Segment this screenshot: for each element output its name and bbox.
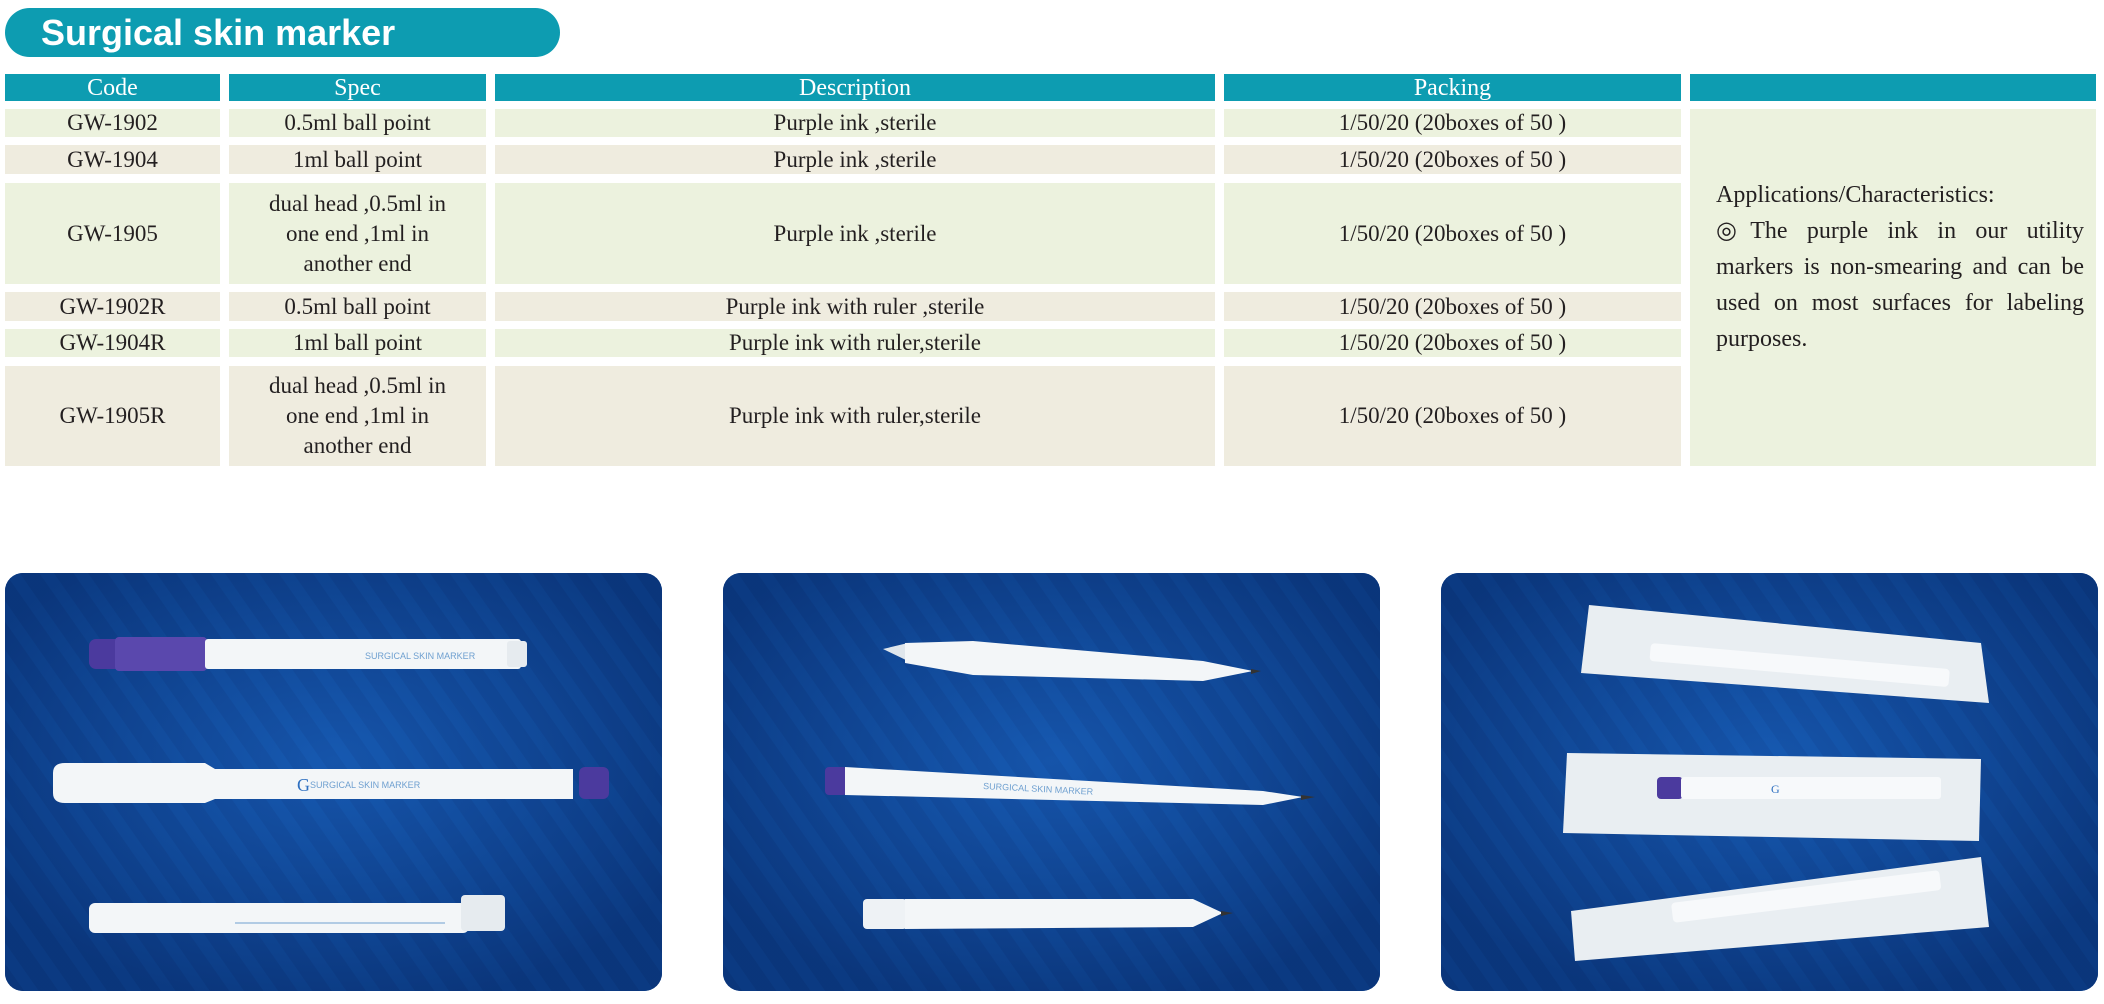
cell-packing: 1/50/20 (20boxes of 50 ) [1224,329,1681,357]
cell-code: GW-1902R [5,292,220,321]
product-photo-2 [723,573,1380,991]
cell-spec: 0.5ml ball point [229,292,486,321]
product-photo-1 [5,573,662,991]
col-header-spec: Spec [229,74,486,101]
cell-packing: 1/50/20 (20boxes of 50 ) [1224,366,1681,466]
svg-text:SURGICAL SKIN MARKER: SURGICAL SKIN MARKER [365,651,476,661]
svg-text:SURGICAL SKIN MARKER: SURGICAL SKIN MARKER [982,781,1094,797]
applications-panel [1690,109,2096,466]
cell-spec [229,183,486,284]
col-header-description: Description [495,74,1215,101]
svg-text:SURGICAL SKIN MARKER: SURGICAL SKIN MARKER [310,780,421,790]
cell-packing: 1/50/20 (20boxes of 50 ) [1224,145,1681,174]
package-photo-illustration [1441,573,2098,991]
cell-description: Purple ink ,sterile [495,145,1215,174]
marker-pen [89,637,527,671]
marker-photo-illustration [5,573,662,991]
cell-description: Purple ink with ruler,sterile [495,366,1215,466]
cell-code: GW-1904R [5,329,220,357]
spec-line: dual head ,0.5ml in [269,190,446,216]
cell-description: Purple ink with ruler,sterile [495,329,1215,357]
marker-pen [53,763,609,803]
spec-line: another end [303,433,412,458]
cell-description: Purple ink ,sterile [495,183,1215,284]
spec-line: one end ,1ml in [285,220,430,246]
spec-line: dual head ,0.5ml in [269,373,446,398]
cell-description: Purple ink ,sterile [495,109,1215,137]
marker-photo-illustration [723,573,1380,991]
svg-text:G: G [1771,782,1780,796]
cell-description: Purple ink with ruler ,sterile [495,292,1215,321]
cell-spec: 1ml ball point [229,329,486,357]
spec-line: one end ,1ml in [285,403,430,428]
cell-spec [229,366,486,466]
cell-code: GW-1905R [5,366,220,466]
cell-packing: 1/50/20 (20boxes of 50 ) [1224,292,1681,321]
col-header-applications [1690,74,2096,101]
sterile-pouch [1563,753,1981,841]
product-photo-3 [1441,573,2098,991]
svg-text:G: G [297,775,310,795]
cell-spec: 0.5ml ball point [229,109,486,137]
col-header-packing: Packing [1224,74,1681,101]
cell-packing: 1/50/20 (20boxes of 50 ) [1224,183,1681,284]
cell-code: GW-1904 [5,145,220,174]
marker-pen [863,899,1233,929]
cell-packing: 1/50/20 (20boxes of 50 ) [1224,109,1681,137]
spec-line: another end [303,250,412,276]
applications-heading: Applications/Characteristics: [1716,182,1995,208]
cell-code: GW-1902 [5,109,220,137]
col-header-code: Code [5,74,220,101]
applications-text: ◎The purple ink in our utility markers is non-smearing and can be used on most surfaces for labeling purposes. [1716,218,2084,352]
page-title: Surgical skin marker [5,8,560,57]
cell-spec: 1ml ball point [229,145,486,174]
cell-code: GW-1905 [5,183,220,284]
